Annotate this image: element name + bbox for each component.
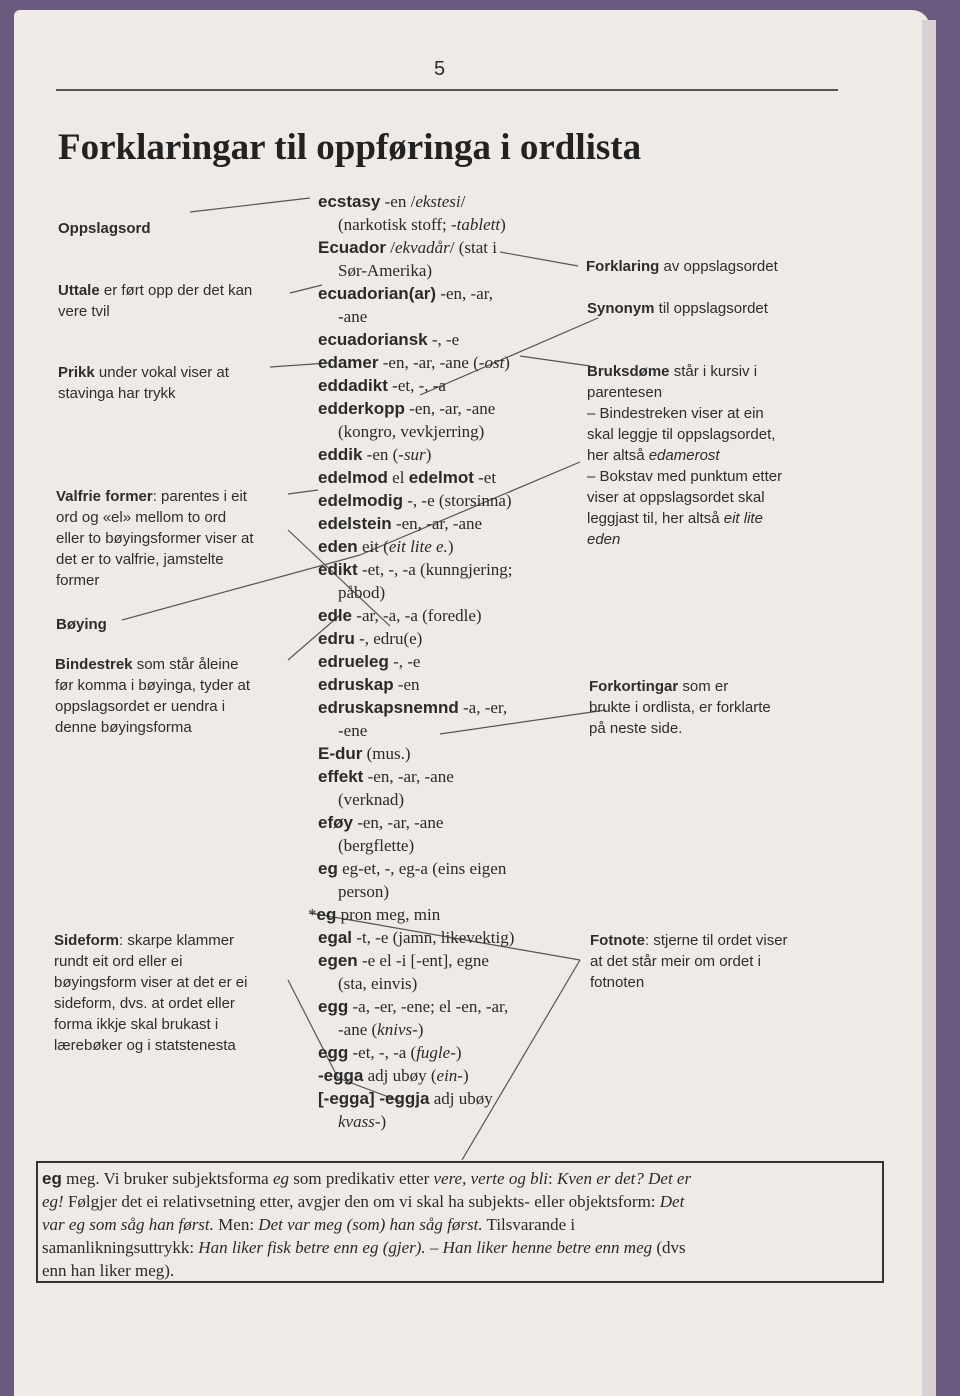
entry-edelmod: edelmod el edelmot -et	[318, 468, 497, 487]
annotation-forklaring: Forklaring av oppslagsordet	[586, 258, 778, 275]
entry-egga: -egga adj ubøy (ein-)	[318, 1066, 469, 1085]
annotation-bindestrek: Bindestrek som står åleine før komma i bøyinga, tyder at oppslagsordet er uendra i denne bøyingsforma	[55, 656, 251, 736]
entry-egg-noun-1: egg -a, -er, -ene; el -en, -ar, -ane (knivs-)	[318, 997, 509, 1039]
entry-effekt: effekt -en, -ar, -ane (verknad)	[318, 767, 454, 809]
entry-edikt: edikt -et, -, -a (kunngjering; påbod)	[318, 560, 513, 602]
entry-egal: egal -t, -e (jamn, likevektig)	[318, 928, 515, 947]
annotation-oppslagsord: Oppslagsord	[58, 220, 151, 237]
annotation-sideform: Sideform: skarpe klammer rundt eit ord eller ei bøyingsform viser at det er ei sideform, dvs. at ordet eller forma ikkje skal brukast i lærebøker og i statstenesta	[54, 932, 248, 1054]
header-rule	[56, 89, 838, 91]
entry-edruskap: edruskap -en	[318, 675, 420, 694]
entry-eggja: [-egga] -eggja adj ubøy kvass-)	[318, 1089, 493, 1131]
entry-eddadikt: eddadikt -et, -, -a	[318, 376, 446, 395]
entry-efoy: eføy -en, -ar, -ane (bergflette)	[318, 813, 444, 855]
annotation-valfrie: Valfrie former: parentes i eit ord og «el» mellom to ord eller to bøyingsformer viser at det er to valfrie, jamstelte former	[56, 488, 254, 589]
entry-ecuadorian: ecuadorian(ar) -en, -ar, -ane	[318, 284, 493, 326]
entry-edamer: edamer -en, -ar, -ane (-ost)	[318, 353, 510, 372]
entry-ecstasy: ecstasy -en /ekstesi/ (narkotisk stoff; -tablett)	[318, 192, 506, 234]
entry-edle: edle -ar, -a, -a (foredle)	[318, 606, 482, 625]
page-title: Forklaringar til oppføringa i ordlista	[58, 127, 642, 168]
annotation-boying: Bøying	[56, 616, 107, 633]
page-number: 5	[434, 58, 446, 80]
entry-eg-pron: *eg pron meg, min	[308, 905, 441, 924]
entry-edelmodig: edelmodig -, -e (storsinna)	[318, 491, 512, 510]
entry-ecuador: Ecuador /ekvadår/ (stat i Sør-Amerika)	[318, 238, 497, 280]
entry-edelstein: edelstein -en, -ar, -ane	[318, 514, 483, 533]
annotation-fotnote: Fotnote: stjerne til ordet viser at det står meir om ordet i fotnoten	[590, 932, 788, 991]
annotation-prikk: Prikk under vokal viser at stavinga har trykk	[58, 364, 229, 402]
entry-egen: egen -e el -i [-ent], egne (sta, einvis)	[318, 951, 489, 993]
entry-edderkopp: edderkopp -en, -ar, -ane (kongro, vevkjerring)	[318, 399, 496, 441]
annotation-bruksdome: Bruksdøme står i kursiv i parentesen – Bindestreken viser at ein skal leggje til oppslagsordet, her altså edamerost – Bokstav med punktum etter viser at oppslagsordet skal leggjast til, her altså eit lite eden	[587, 363, 783, 548]
entry-edur: E-dur (mus.)	[318, 744, 411, 763]
entry-ecuadoriansk: ecuadoriansk -, -e	[318, 330, 460, 349]
entry-eg-noun: eg eg-et, -, eg-a (eins eigen person)	[318, 859, 507, 901]
annotation-forkortingar: Forkortingar som er brukte i ordlista, er forklarte på neste side.	[589, 678, 771, 737]
entry-egg-noun-2: egg -et, -, -a (fugle-)	[318, 1043, 462, 1062]
entry-eden: eden eit (eit lite e.)	[318, 537, 454, 556]
footnote-star: *	[308, 905, 317, 924]
footnote-box: eg meg. Vi bruker subjektsforma eg som predikativ etter vere, verte og bli: Kven er det? Det er eg! Følgjer det ei relativsetning etter, avgjer den om vi skal ha subjekts- eller objektsform: Det var eg som såg han først. Men: Det var meg (som) han såg først. Tilsvarande i samanlikningsuttrykk: Han liker fisk betre enn eg (gjer). – Han liker henne betre enn meg (dvs enn han liker meg).	[36, 1161, 884, 1283]
annotation-synonym: Synonym til oppslagsordet	[587, 300, 768, 317]
annotation-uttale: Uttale er ført opp der det kan vere tvil	[58, 282, 253, 320]
entry-edruskapsnemnd: edruskapsnemnd -a, -er, -ene	[318, 698, 508, 740]
entry-eddik: eddik -en (-sur)	[318, 445, 432, 464]
entry-edru: edru -, edru(e)	[318, 629, 423, 648]
entry-edrueleg: edrueleg -, -e	[318, 652, 421, 671]
page-edge	[922, 20, 936, 1396]
